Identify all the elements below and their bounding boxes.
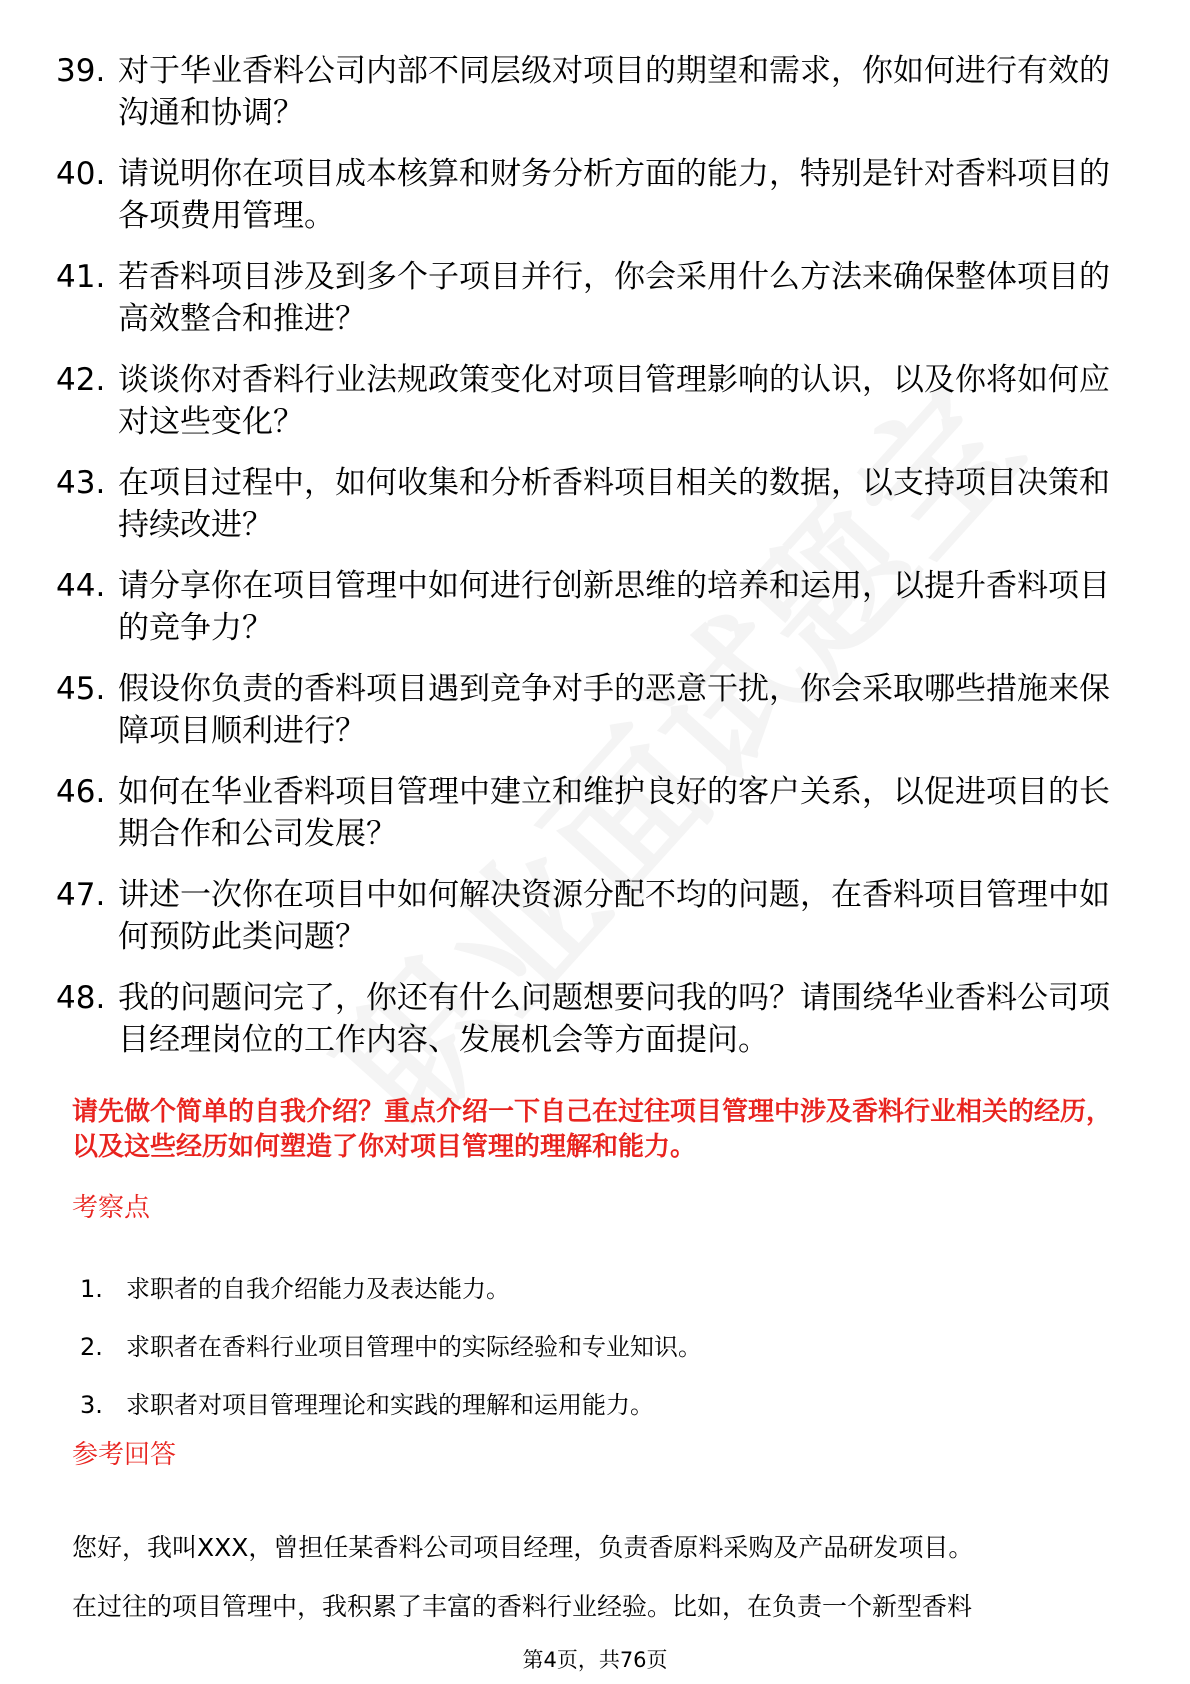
list-item (56, 153, 1126, 237)
list-item (80, 1272, 1080, 1306)
question-text: 我的问题问完了，你还有什么问题想要问我的吗？请围绕华业香料公司项目经理岗位的工作内容、发展机会等方面提问。 (118, 980, 1110, 1058)
list-item (56, 771, 1126, 855)
question-number: 42. (56, 362, 106, 398)
point-number: 3. (80, 1391, 103, 1419)
question-text: 如何在华业香料项目管理中建立和维护良好的客户关系，以促进项目的长期合作和公司发展？ (118, 774, 1110, 852)
list-item (56, 874, 1126, 958)
list-item (56, 977, 1126, 1061)
question-number: 48. (56, 980, 106, 1016)
question-number: 44. (56, 568, 106, 604)
point-text: 求职者在香料行业项目管理中的实际经验和专业知识。 (126, 1333, 702, 1361)
list-item (56, 50, 1126, 134)
list-item (56, 256, 1126, 340)
question-text: 在项目过程中，如何收集和分析香料项目相关的数据，以支持项目决策和持续改进？ (118, 465, 1110, 543)
point-text: 求职者的自我介绍能力及表达能力。 (126, 1275, 510, 1303)
point-text: 求职者对项目管理理论和实践的理解和运用能力。 (126, 1391, 654, 1419)
list-item (80, 1330, 1080, 1364)
question-number: 39. (56, 53, 106, 89)
question-text: 谈谈你对香料行业法规政策变化对项目管理影响的认识，以及你将如何应对这些变化？ (118, 362, 1110, 440)
highlight-question: 请先做个简单的自我介绍？重点介绍一下自己在过往项目管理中涉及香料行业相关的经历，以及这些经历如何塑造了你对项目管理的理解和能力。 (72, 1097, 1113, 1162)
reference-title: 参考回答 (72, 1440, 177, 1470)
list-item (80, 1388, 1080, 1422)
page-footer: 第4页，共76页 (522, 1648, 668, 1672)
examination-title: 考察点 (72, 1193, 151, 1223)
question-text: 对于华业香料公司内部不同层级对项目的期望和需求，你如何进行有效的沟通和协调？ (118, 53, 1110, 131)
question-list (56, 50, 1126, 1080)
question-text: 讲述一次你在项目中如何解决资源分配不均的问题，在香料项目管理中如何预防此类问题？ (118, 877, 1110, 955)
question-number: 47. (56, 877, 106, 913)
question-text: 若香料项目涉及到多个子项目并行，你会采用什么方法来确保整体项目的高效整合和推进？ (118, 259, 1110, 337)
examination-points (80, 1272, 1080, 1446)
point-number: 1. (80, 1275, 103, 1303)
list-item (56, 668, 1126, 752)
question-text: 请分享你在项目管理中如何进行创新思维的培养和运用，以提升香料项目的竞争力？ (118, 568, 1110, 646)
point-number: 2. (80, 1333, 103, 1361)
list-item (56, 359, 1126, 443)
question-number: 41. (56, 259, 106, 295)
list-item (56, 462, 1126, 546)
question-number: 46. (56, 774, 106, 810)
question-number: 40. (56, 156, 106, 192)
question-text: 假设你负责的香料项目遇到竞争对手的恶意干扰，你会采取哪些措施来保障项目顺利进行？ (118, 671, 1110, 749)
answer-paragraph: 在过往的项目管理中，我积累了丰富的香料行业经验。比如，在负责一个新型香料 (72, 1592, 973, 1621)
list-item (56, 565, 1126, 649)
question-number: 45. (56, 671, 106, 707)
question-text: 请说明你在项目成本核算和财务分析方面的能力，特别是针对香料项目的各项费用管理。 (118, 156, 1110, 234)
question-number: 43. (56, 465, 106, 501)
answer-paragraph: 您好，我叫XXX，曾担任某香料公司项目经理，负责香原料采购及产品研发项目。 (72, 1533, 974, 1562)
